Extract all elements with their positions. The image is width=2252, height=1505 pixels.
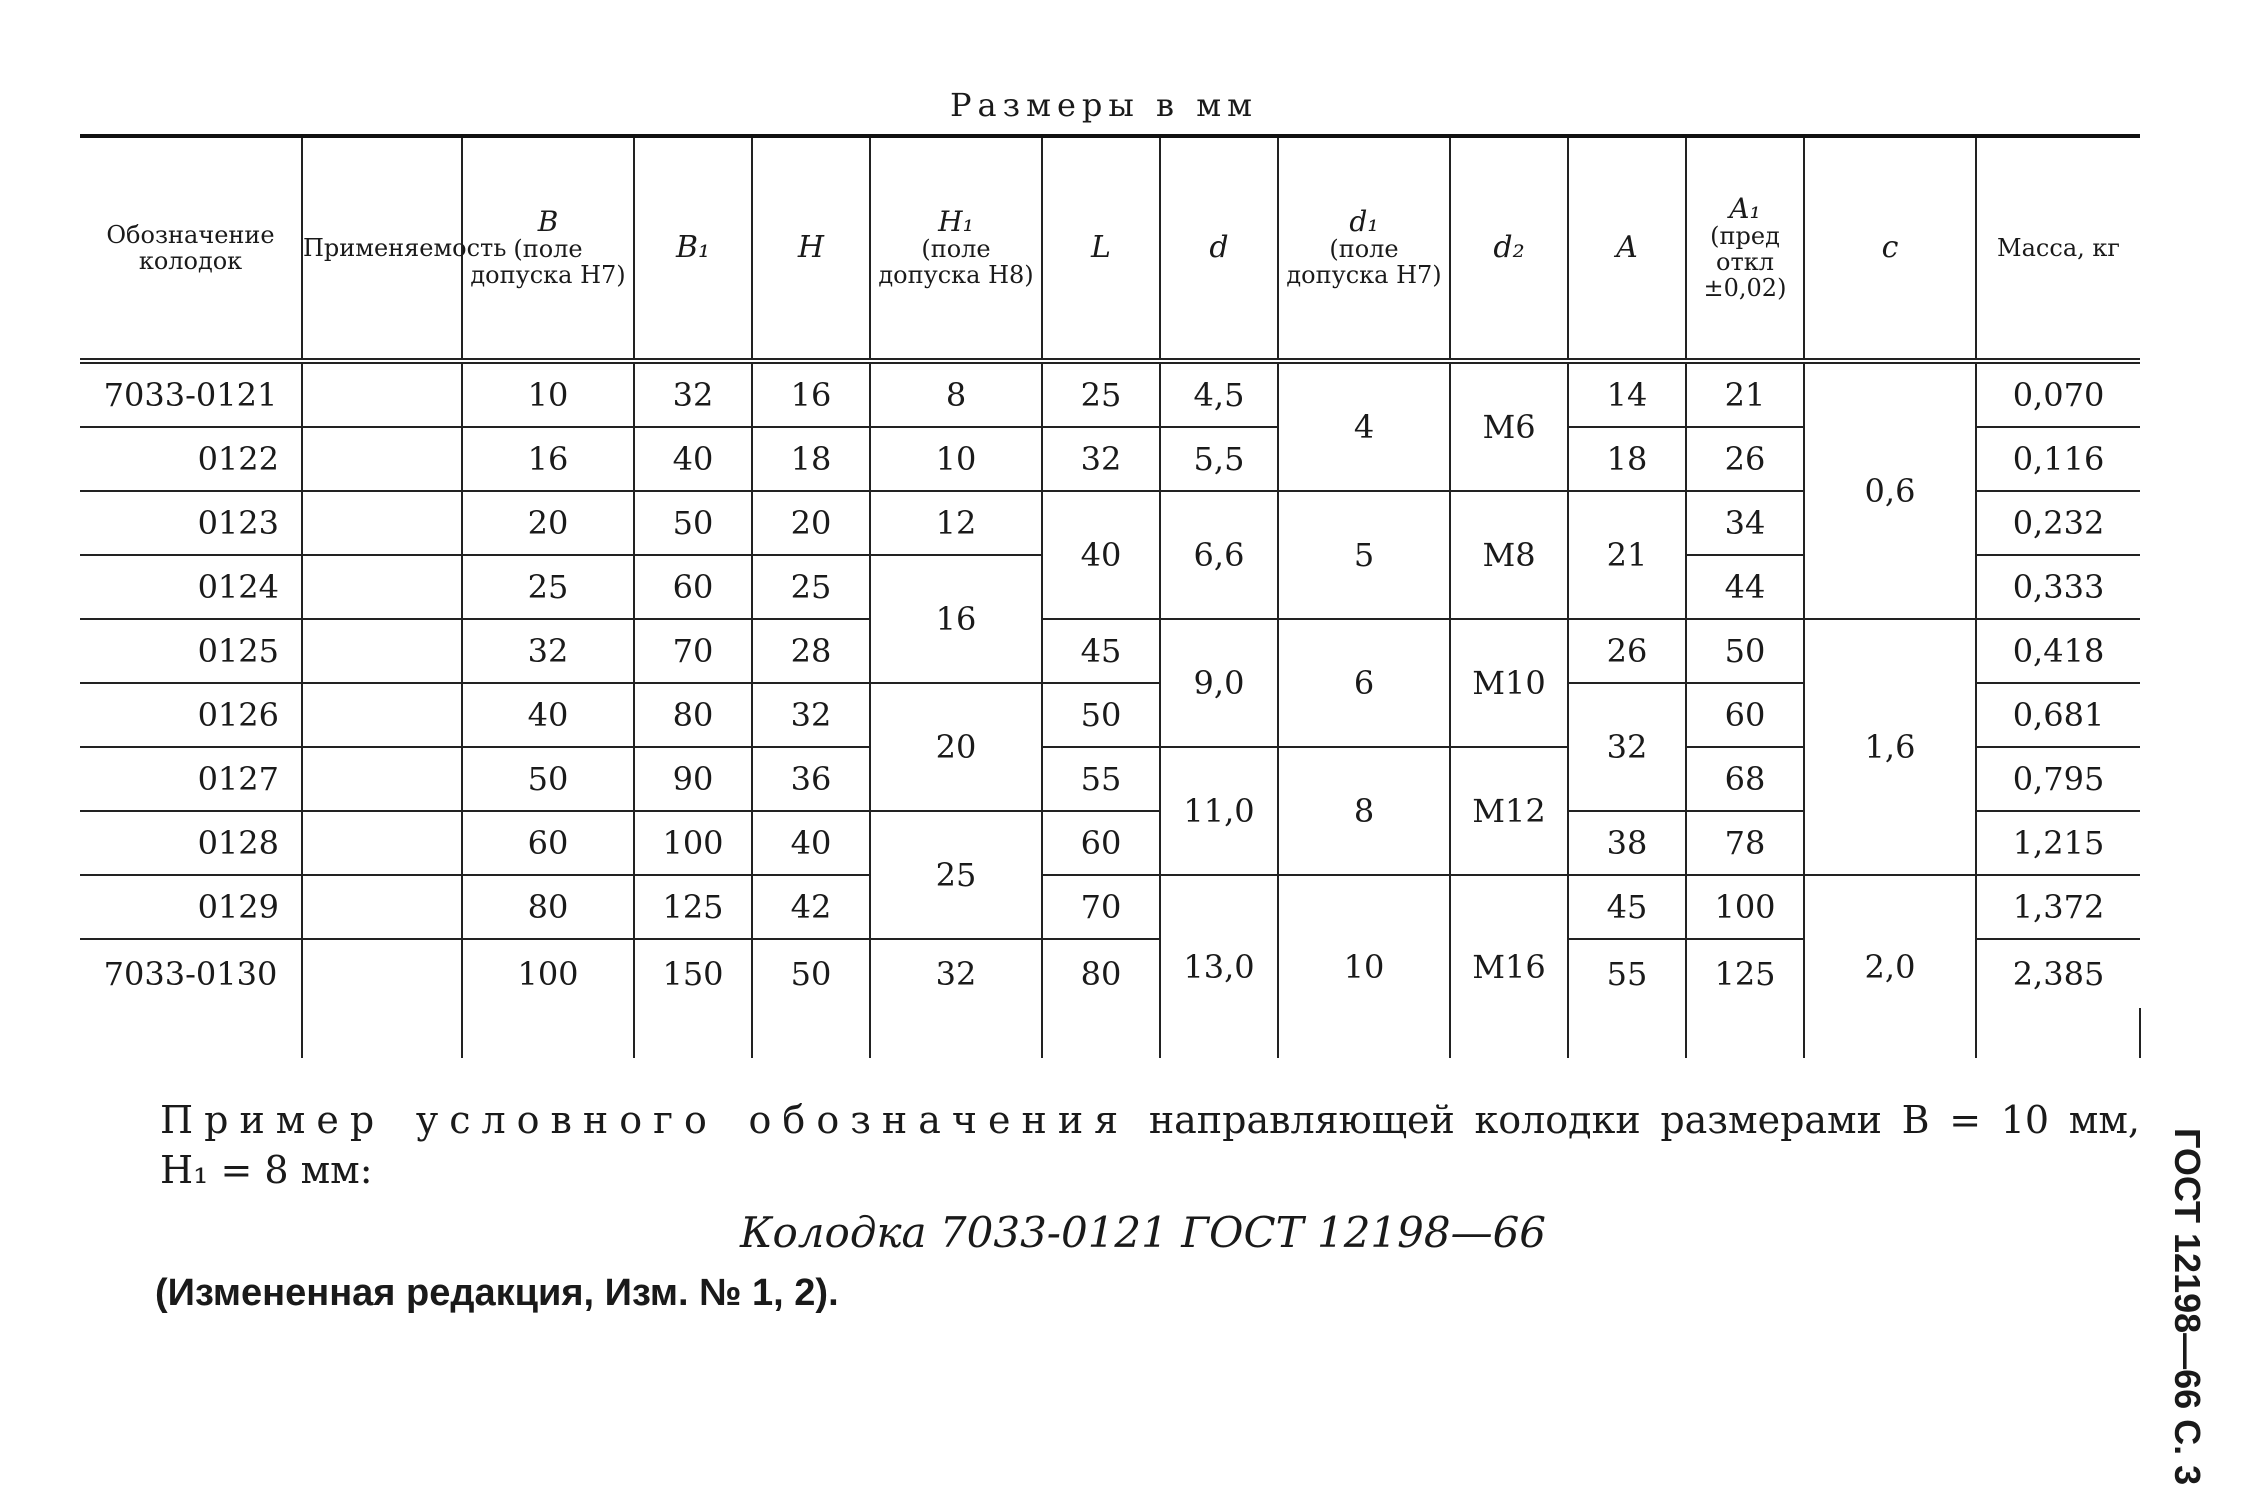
dimensions-caption: Размеры в мм: [950, 86, 1258, 124]
a1-cell: 60: [1686, 683, 1804, 747]
d-cell: 5,5: [1160, 427, 1278, 491]
applicability-cell: [302, 491, 462, 555]
header-h1-symbol: H₁: [938, 204, 974, 238]
a1-cell: 26: [1686, 427, 1804, 491]
page-side-label: ГОСТ 12198—66 С. 3: [2167, 1128, 2208, 1486]
d-cell: 9,0: [1160, 619, 1278, 747]
header-h1-note: (поле допуска Н8): [878, 234, 1034, 289]
c-cell: 1,6: [1804, 619, 1976, 875]
header-h: H: [752, 136, 870, 361]
designation-example-value: Колодка 7033-0121 ГОСТ 12198—66: [740, 1208, 1547, 1257]
applicability-cell: [302, 427, 462, 491]
b-cell: 100: [462, 939, 634, 1008]
example-formula: B = 10 мм,: [1901, 1098, 2140, 1142]
b1-cell: 80: [634, 683, 752, 747]
example-text: направляющей колодки размерами: [1148, 1098, 1882, 1142]
b-cell: 16: [462, 427, 634, 491]
h1-cell: 12: [870, 491, 1042, 555]
header-b-note: (поле допуска Н7): [470, 234, 626, 289]
mass-cell: 2,385: [1976, 939, 2140, 1008]
mass-cell: 0,681: [1976, 683, 2140, 747]
h-cell: 42: [752, 875, 870, 939]
a1-cell: 78: [1686, 811, 1804, 875]
d1-cell: 10: [1278, 875, 1450, 1058]
b-cell: 20: [462, 491, 634, 555]
designation-cell: 0125: [80, 619, 302, 683]
b1-cell: 100: [634, 811, 752, 875]
a1-cell: 34: [1686, 491, 1804, 555]
l-cell: 40: [1042, 491, 1160, 619]
b1-cell: 150: [634, 939, 752, 1008]
h1-cell: 16: [870, 555, 1042, 683]
header-mass: Масса, кг: [1976, 136, 2140, 361]
example-spaced-text: Пример условного обозначения: [160, 1098, 1130, 1142]
table-row: [80, 361, 2140, 427]
h-cell: 18: [752, 427, 870, 491]
header-h1: [870, 136, 1042, 361]
h1-cell: 20: [870, 683, 1042, 811]
designation-cell: 0129: [80, 875, 302, 939]
b1-cell: 125: [634, 875, 752, 939]
designation-cell: 0128: [80, 811, 302, 875]
b1-cell: 40: [634, 427, 752, 491]
designation-cell: 0127: [80, 747, 302, 811]
l-cell: 80: [1042, 939, 1160, 1008]
applicability-cell: [302, 811, 462, 875]
d2-cell: М10: [1450, 619, 1568, 747]
a1-cell: 100: [1686, 875, 1804, 939]
l-cell: 32: [1042, 427, 1160, 491]
header-a1-note: (пред откл ±0,02): [1703, 221, 1787, 302]
h-cell: 50: [752, 939, 870, 1008]
a1-cell: 68: [1686, 747, 1804, 811]
applicability-cell: [302, 555, 462, 619]
header-applicability: Применяемость: [302, 136, 462, 361]
header-d1-note: (поле допуска Н7): [1286, 234, 1442, 289]
header-a: A: [1568, 136, 1686, 361]
l-cell: 45: [1042, 619, 1160, 683]
a-cell: 55: [1568, 939, 1686, 1008]
mass-cell: 0,333: [1976, 555, 2140, 619]
b-cell: 32: [462, 619, 634, 683]
b-cell: 50: [462, 747, 634, 811]
d-cell: 6,6: [1160, 491, 1278, 619]
a-cell: 32: [1568, 683, 1686, 811]
empty-cell: [462, 1008, 634, 1058]
mass-cell: 0,070: [1976, 361, 2140, 427]
a-cell: 18: [1568, 427, 1686, 491]
l-cell: 55: [1042, 747, 1160, 811]
mass-cell: 0,232: [1976, 491, 2140, 555]
d1-cell: 8: [1278, 747, 1450, 875]
d2-cell: М12: [1450, 747, 1568, 875]
a-cell: 38: [1568, 811, 1686, 875]
d1-cell: 4: [1278, 361, 1450, 491]
h-cell: 28: [752, 619, 870, 683]
h1-cell: 10: [870, 427, 1042, 491]
b1-cell: 50: [634, 491, 752, 555]
b-cell: 10: [462, 361, 634, 427]
empty-cell: [1042, 1008, 1160, 1058]
h-cell: 32: [752, 683, 870, 747]
mass-cell: 0,795: [1976, 747, 2140, 811]
c-cell: 2,0: [1804, 875, 1976, 1058]
header-a1: [1686, 136, 1804, 361]
h-cell: 20: [752, 491, 870, 555]
empty-cell: [634, 1008, 752, 1058]
applicability-cell: [302, 875, 462, 939]
l-cell: 50: [1042, 683, 1160, 747]
d1-cell: 5: [1278, 491, 1450, 619]
c-cell: 0,6: [1804, 361, 1976, 619]
header-b1: B₁: [634, 136, 752, 361]
d2-cell: М6: [1450, 361, 1568, 491]
h-cell: 40: [752, 811, 870, 875]
header-d: d: [1160, 136, 1278, 361]
b-cell: 40: [462, 683, 634, 747]
table-row: [80, 619, 2140, 683]
designation-cell: 7033-0121: [80, 361, 302, 427]
empty-cell: [1568, 1008, 1686, 1058]
h1-cell: 25: [870, 811, 1042, 939]
b1-cell: 32: [634, 361, 752, 427]
h1-cell: 32: [870, 939, 1042, 1008]
header-row: [80, 136, 2140, 361]
header-d1: [1278, 136, 1450, 361]
d-cell: 13,0: [1160, 875, 1278, 1058]
designation-cell: 0123: [80, 491, 302, 555]
a-cell: 26: [1568, 619, 1686, 683]
a-cell: 21: [1568, 491, 1686, 619]
designation-cell: 0122: [80, 427, 302, 491]
b1-cell: 60: [634, 555, 752, 619]
mass-cell: 1,372: [1976, 875, 2140, 939]
a1-cell: 44: [1686, 555, 1804, 619]
b1-cell: 70: [634, 619, 752, 683]
designation-example-line2: H₁ = 8 мм:: [160, 1148, 373, 1192]
header-d1-symbol: d₁: [1349, 204, 1379, 238]
header-d2: d₂: [1450, 136, 1568, 361]
a-cell: 14: [1568, 361, 1686, 427]
b-cell: 25: [462, 555, 634, 619]
header-l: L: [1042, 136, 1160, 361]
empty-cell: [302, 1008, 462, 1058]
empty-cell: [1976, 1008, 2140, 1058]
header-b-symbol: B: [537, 204, 559, 238]
b-cell: 60: [462, 811, 634, 875]
dimensions-table: [80, 134, 2140, 1058]
header-c: c: [1804, 136, 1976, 361]
designation-cell: 0124: [80, 555, 302, 619]
applicability-cell: [302, 939, 462, 1008]
header-designation: Обозначение колодок: [80, 136, 302, 361]
l-cell: 25: [1042, 361, 1160, 427]
b1-cell: 90: [634, 747, 752, 811]
a1-cell: 21: [1686, 361, 1804, 427]
header-a1-symbol: A₁: [1729, 191, 1761, 225]
table-row: [80, 875, 2140, 939]
l-cell: 70: [1042, 875, 1160, 939]
mass-cell: 0,418: [1976, 619, 2140, 683]
a1-cell: 50: [1686, 619, 1804, 683]
applicability-cell: [302, 683, 462, 747]
empty-cell: [1686, 1008, 1804, 1058]
designation-cell: 7033-0130: [103, 955, 278, 993]
designation-cell: 0126: [80, 683, 302, 747]
h-cell: 16: [752, 361, 870, 427]
l-cell: 60: [1042, 811, 1160, 875]
applicability-cell: [302, 619, 462, 683]
d2-cell: М8: [1450, 491, 1568, 619]
d2-cell: М16: [1450, 875, 1568, 1058]
a1-cell: 125: [1686, 939, 1804, 1008]
applicability-cell: [302, 747, 462, 811]
h-cell: 25: [752, 555, 870, 619]
d-cell: 4,5: [1160, 361, 1278, 427]
d1-cell: 6: [1278, 619, 1450, 747]
empty-cell: [80, 1008, 302, 1058]
edition-note: (Измененная редакция, Изм. № 1, 2).: [155, 1272, 839, 1314]
a-cell: 45: [1568, 875, 1686, 939]
designation-example-line1: [160, 1098, 2140, 1142]
empty-cell: [752, 1008, 870, 1058]
mass-cell: 0,116: [1976, 427, 2140, 491]
h-cell: 36: [752, 747, 870, 811]
h1-cell: 8: [870, 361, 1042, 427]
empty-cell: [870, 1008, 1042, 1058]
d-cell: 11,0: [1160, 747, 1278, 875]
b-cell: 80: [462, 875, 634, 939]
applicability-cell: [302, 361, 462, 427]
mass-cell: 1,215: [1976, 811, 2140, 875]
